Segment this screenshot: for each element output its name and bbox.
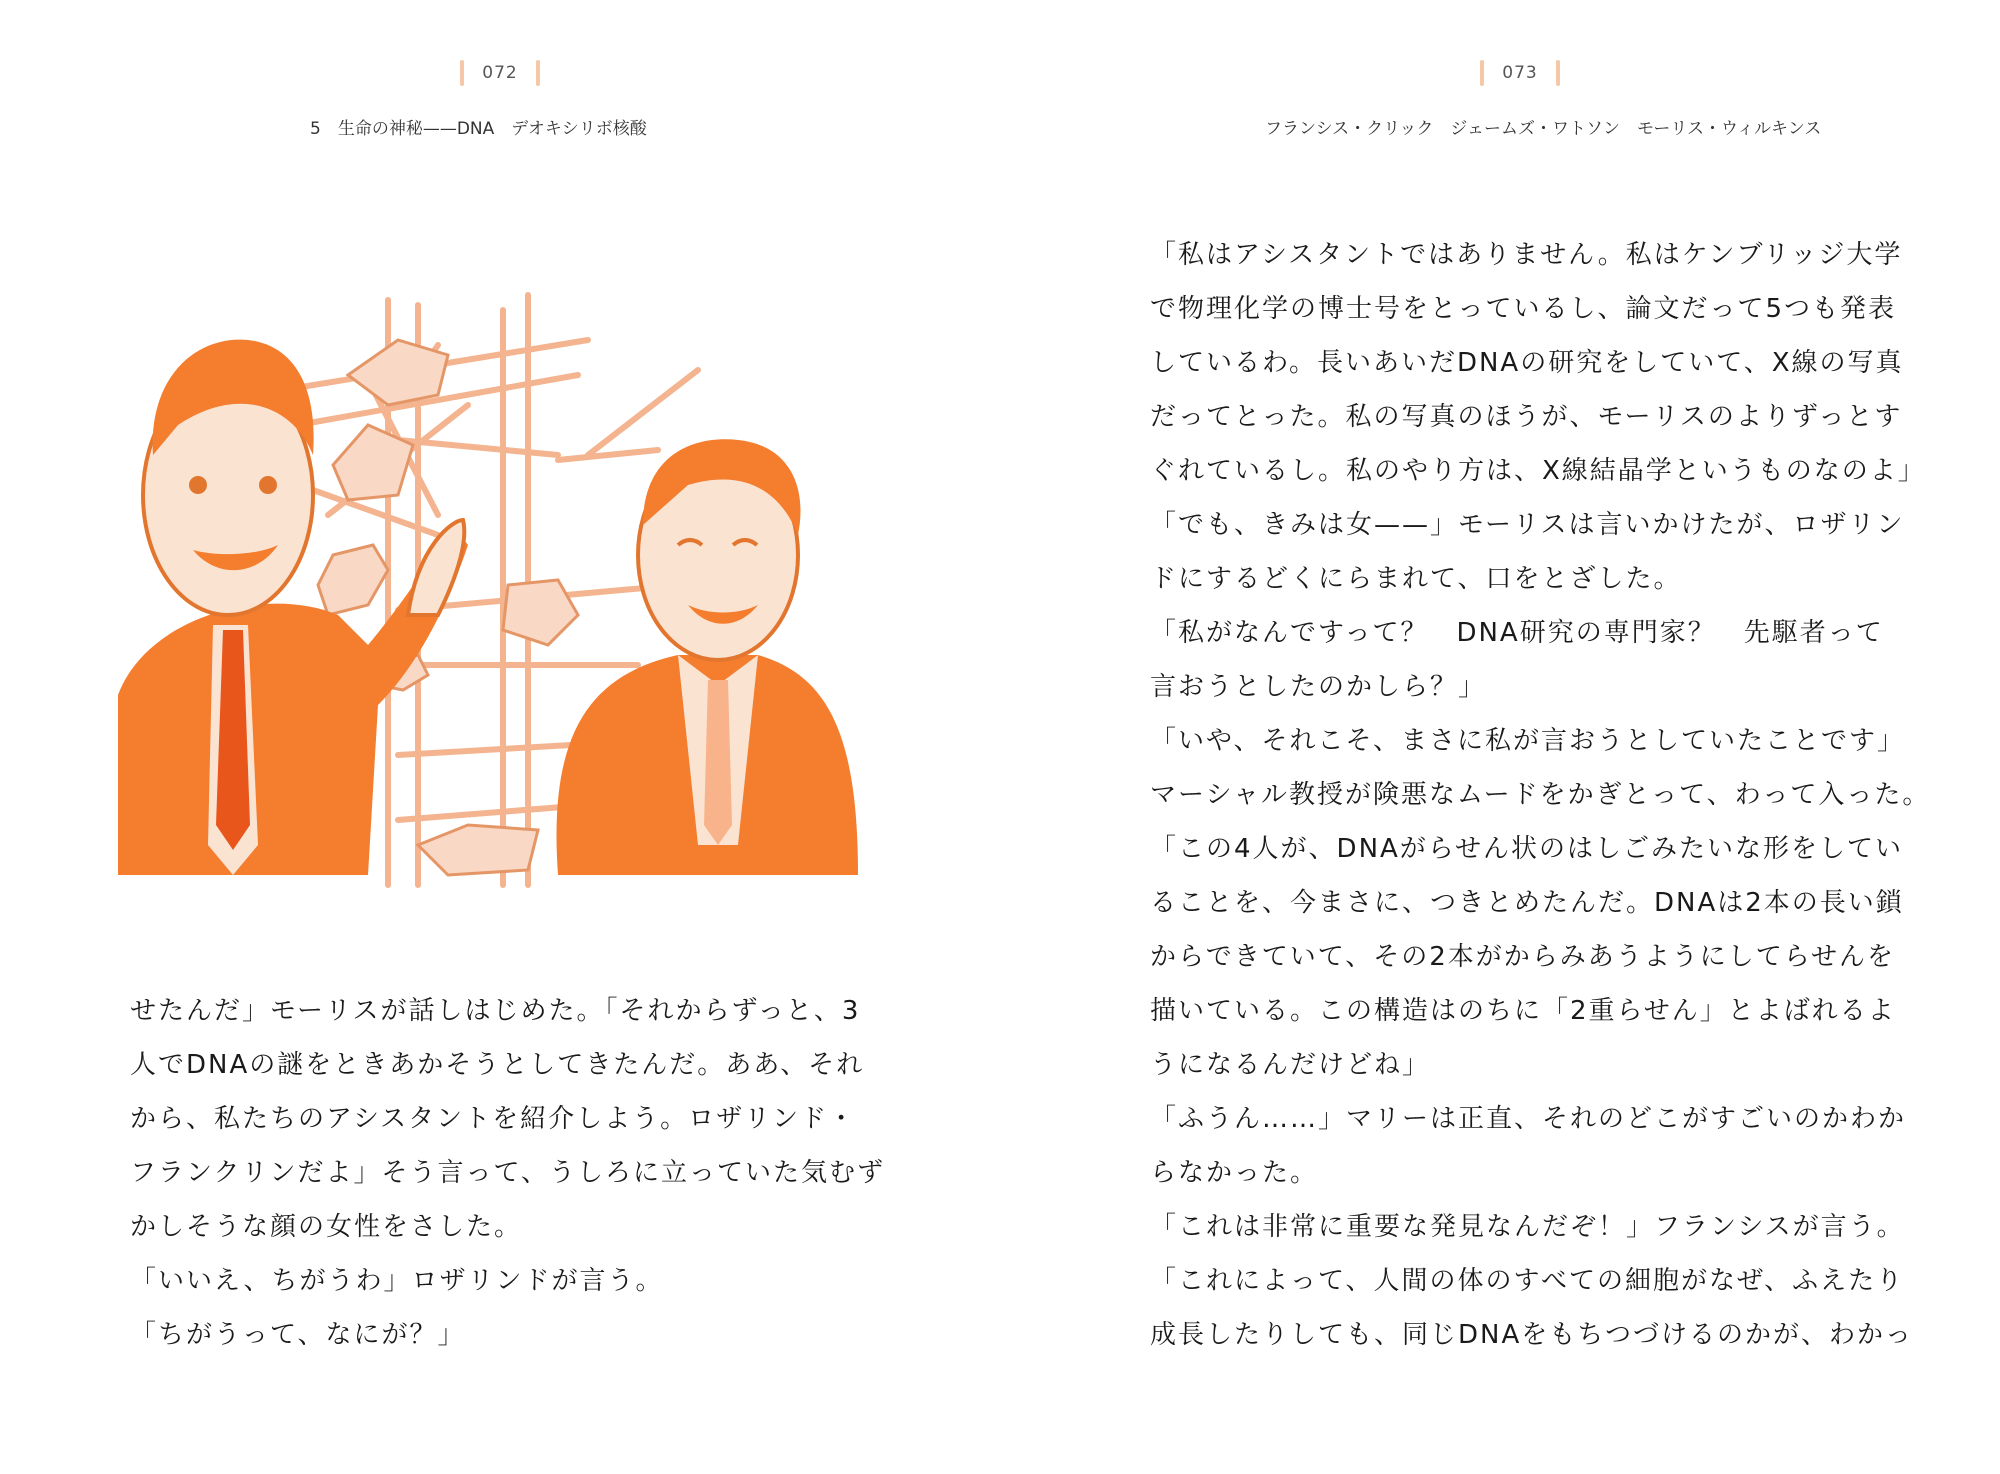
- text-line: せたんだ」モーリスが話しはじめた。「それからずっと、3: [130, 996, 861, 1026]
- page-number-text: 072: [482, 63, 518, 83]
- text-line: 「私がなんですって？ DNA研究の専門家？ 先駆者って: [1150, 618, 1884, 648]
- text-line: から、私たちのアシスタントを紹介しよう。ロザリンド・: [130, 1104, 857, 1134]
- running-head-left: 5 生命の神秘——DNA デオキシリボ核酸: [310, 119, 647, 139]
- folio-bar: [536, 60, 540, 86]
- left-body-text: [130, 984, 885, 1362]
- text-line: 言おうとしたのかしら？」: [1150, 672, 1487, 702]
- text-line: で物理化学の博士号をとっているし、論文だって5つも発表: [1150, 294, 1897, 324]
- text-line: 「ふうん……」マリーは正直、それのどこがすごいのかわか: [1150, 1104, 1907, 1134]
- text-line: しているわ。長いあいだDNAの研究をしていて、X線の写真: [1150, 348, 1904, 378]
- text-line: らなかった。: [1150, 1158, 1319, 1188]
- text-line: からできていて、その2本がからみあうようにしてらせんを: [1150, 942, 1895, 972]
- page-number-left: [455, 58, 545, 88]
- text-line: 「ちがうって、なにが？」: [130, 1320, 466, 1350]
- text-line: 人でDNAの謎をときあかそうとしてきたんだ。ああ、それ: [130, 1050, 865, 1080]
- text-line: 「いや、それこそ、まさに私が言おうとしていたことです」: [1150, 726, 1905, 756]
- text-line: 「これによって、人間の体のすべての細胞がなぜ、ふえたり: [1150, 1266, 1905, 1296]
- right-page: [1000, 0, 2000, 1474]
- text-line: フランクリンだよ」そう言って、うしろに立っていた気むず: [130, 1158, 885, 1188]
- page-number-text: 073: [1502, 63, 1538, 83]
- two-scientists-with-dna-model-illustration: [118, 285, 888, 895]
- running-head-right: フランシス・クリック ジェームズ・ワトソン モーリス・ウィルキンス: [1265, 119, 1822, 139]
- text-line: うになるんだけどね」: [1150, 1050, 1431, 1080]
- text-line: マーシャル教授が険悪なムードをかぎとって、わって入った。: [1150, 780, 1931, 810]
- text-line: 「私はアシスタントではありません。私はケンブリッジ大学: [1150, 240, 1903, 270]
- text-line: 描いている。この構造はのちに「2重らせん」とよばれるよ: [1150, 996, 1896, 1026]
- text-line: 「この4人が、DNAがらせん状のはしごみたいな形をしてい: [1150, 834, 1904, 864]
- text-line: 「でも、きみは女——」モーリスは言いかけたが、ロザリン: [1150, 510, 1905, 540]
- text-line: ぐれているし。私のやり方は、X線結晶学というものなのよ」: [1150, 456, 1926, 486]
- text-line: ドにするどくにらまれて、口をとざした。: [1150, 564, 1682, 594]
- text-line: 成長したりしても、同じDNAをもちつづけるのかが、わかっ: [1150, 1320, 1913, 1350]
- folio-bar: [1556, 60, 1560, 86]
- text-line: 「これは非常に重要な発見なんだぞ！」フランシスが言う。: [1150, 1212, 1905, 1242]
- text-line: 「いいえ、ちがうわ」ロザリンドが言う。: [130, 1266, 664, 1296]
- right-body-text: [1150, 228, 1930, 1362]
- text-line: かしそうな顔の女性をさした。: [130, 1212, 523, 1242]
- page-number-right: [1475, 58, 1565, 88]
- text-line: だってとった。私の写真のほうが、モーリスのよりずっとす: [1150, 402, 1903, 432]
- right-scientist: [557, 439, 859, 875]
- text-line: ることを、今まさに、つきとめたんだ。DNAは2本の長い鎖: [1150, 888, 1904, 918]
